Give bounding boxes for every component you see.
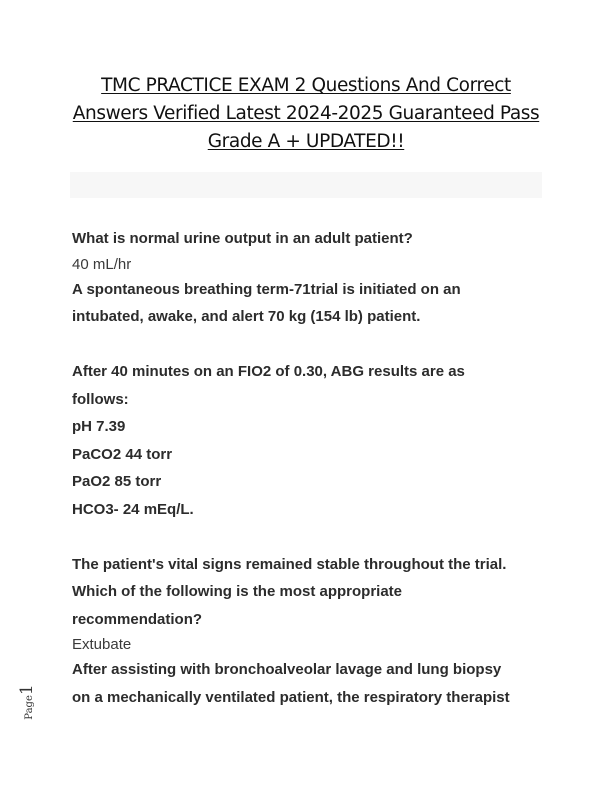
question-text: A spontaneous breathing term-71trial is initiated on an [72, 280, 461, 298]
abg-value: PaCO2 44 torr [72, 445, 173, 463]
question-text: follows: [72, 390, 129, 408]
paragraph-gap [72, 331, 542, 359]
abg-value: PaO2 85 torr [72, 473, 162, 490]
title-line-3: Grade A + UPDATED!! [207, 131, 405, 152]
question-text: intubated, awake, and alert 70 kg (154 lb) patient. [72, 308, 421, 325]
answer-text: Extubate [72, 636, 132, 653]
page-number [17, 684, 57, 720]
abg-value: HCO3- 24 mEq/L. [72, 500, 194, 518]
title-line-2: Answers Verified Latest 2024-2025 Guaranteed Pass [72, 103, 540, 124]
document-body [72, 225, 542, 711]
page-word: Page [24, 695, 35, 720]
title-line-1: TMC PRACTICE EXAM 2 Questions And Correct [101, 75, 511, 96]
document-title [60, 72, 552, 156]
question-text: After assisting with bronchoalveolar lavage and lung biopsy [72, 661, 502, 678]
question-text: recommendation? [72, 610, 203, 628]
answer-text: 40 mL/hr [72, 255, 132, 273]
question-text: After 40 minutes on an FIO2 of 0.30, ABG results are as [72, 363, 465, 380]
question-text: Which of the following is the most appropriate [72, 583, 402, 600]
page-number-value: 1 [17, 684, 37, 696]
paragraph-gap [72, 523, 542, 551]
question-text: The patient's vital signs remained stable throughout the trial. [72, 555, 507, 573]
abg-value: pH 7.39 [72, 418, 126, 435]
question-text: What is normal urine output in an adult patient? [72, 230, 413, 247]
shaded-band [70, 172, 542, 198]
question-text: on a mechanically ventilated patient, the respiratory therapist [72, 688, 510, 706]
